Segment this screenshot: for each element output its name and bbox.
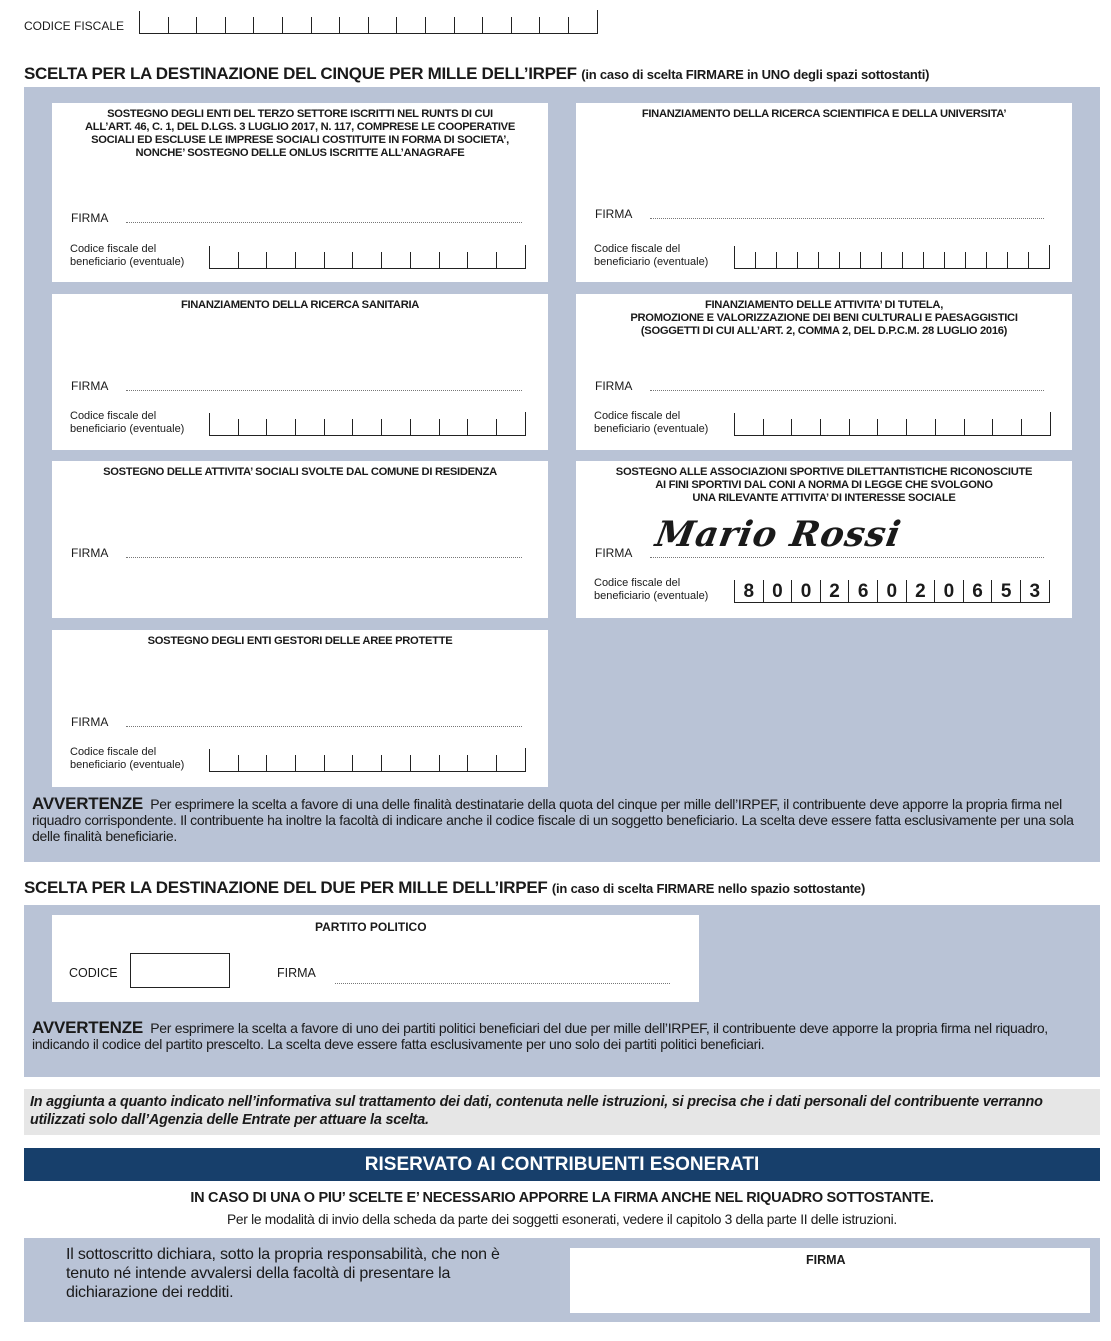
box-title-line: FINANZIAMENTO DELLA RICERCA SCIENTIFICA E DELLA UNIVERSITA’ [641, 108, 1007, 120]
cf-cell[interactable] [497, 412, 526, 435]
cf-cell[interactable] [169, 17, 198, 33]
cf-beneficiario-input[interactable] [734, 246, 1050, 269]
due-title-text: SCELTA PER LA DESTINAZIONE DEL DUE PER MILLE DELL’IRPEF [24, 878, 548, 897]
privacy-note: In aggiunta a quanto indicato nell’informativa sul trattamento dei dati, contenuta nelle istruzioni, si precisa che i dati personali del contribuente verranno utilizzati solo dall’Agenzia delle Entrate per attuare la scelta. [30, 1094, 1043, 1128]
box-title [52, 466, 548, 479]
box-title-line: FINANZIAMENTO DELLE ATTIVITA’ DI TUTELA, [704, 299, 944, 311]
firma-label: FIRMA [595, 546, 633, 560]
firma-line[interactable] [650, 557, 1044, 558]
cf-cell[interactable] [267, 252, 296, 268]
cf-beneficiario-input[interactable] [209, 246, 526, 269]
cf-cell[interactable] [569, 10, 598, 33]
cf-cell[interactable] [455, 17, 484, 33]
box-title [576, 299, 1072, 338]
cf-cell[interactable] [267, 755, 296, 771]
firma-line[interactable] [126, 222, 522, 223]
cf-cell[interactable] [777, 252, 798, 268]
cf-cell[interactable] [382, 252, 411, 268]
cf-cell[interactable] [540, 17, 569, 33]
cf-digit[interactable]: 0 [878, 580, 907, 603]
cf-cell[interactable] [735, 419, 764, 435]
firma-label: FIRMA [71, 546, 109, 560]
cf-cell[interactable] [483, 17, 512, 33]
cf-cell[interactable] [987, 252, 1008, 268]
cf-cell[interactable] [353, 252, 382, 268]
cf-digit[interactable]: 3 [1021, 580, 1050, 603]
cf-cell[interactable] [239, 419, 268, 435]
cf-beneficiario-label: Codice fiscale del beneficiario (eventuale) [594, 243, 709, 268]
cf-cell[interactable] [936, 419, 965, 435]
cf-cell[interactable] [468, 419, 497, 435]
esonerati-line1: IN CASO DI UNA O PIU’ SCELTE E’ NECESSARIO APPORRE LA FIRMA ANCHE NEL RIQUADRO SOTTOSTANTE. [190, 1190, 934, 1206]
box-title-line: ALL’ART. 46, C. 1, DEL D.LGS. 3 LUGLIO 2017, N. 117, COMPRESE LE COOPERATIVE [85, 121, 515, 133]
cf-cell[interactable] [468, 755, 497, 771]
cf-cell[interactable] [426, 17, 455, 33]
cinque-per-mille-title [24, 64, 929, 84]
cf-cell[interactable] [798, 252, 819, 268]
box-title-line: (SOGGETTI DI CUI ALL’ART. 2, COMMA 2, DEL D.P.C.M. 28 LUGLIO 2016) [640, 325, 1008, 337]
cinque-title-text: SCELTA PER LA DESTINAZIONE DEL CINQUE PER MILLE DELL’IRPEF [24, 64, 577, 83]
box-attivita-sociali[interactable] [52, 461, 548, 618]
cf-cell[interactable] [907, 419, 936, 435]
codice-partito-input[interactable] [130, 953, 230, 988]
cf-cell[interactable] [1022, 412, 1051, 435]
due-per-mille-title [24, 878, 865, 898]
cf-beneficiario-label: Codice fiscale del beneficiario (eventuale) [70, 243, 185, 268]
cf-beneficiario-label: Codice fiscale del beneficiario (eventuale) [70, 746, 185, 771]
cf-cell[interactable] [965, 419, 994, 435]
cf-cell[interactable] [850, 419, 879, 435]
cf-cell[interactable] [966, 252, 987, 268]
cf-cell[interactable] [993, 419, 1022, 435]
esonerati-banner [24, 1148, 1100, 1181]
codice-fiscale-label: CODICE FISCALE [24, 19, 125, 33]
avvertenze-label: AVVERTENZE [32, 794, 144, 813]
cf-cell[interactable] [840, 252, 861, 268]
cf-digit[interactable]: 2 [821, 580, 850, 603]
avvertenze-cinque [32, 796, 1096, 844]
cf-beneficiario-input[interactable] [734, 413, 1051, 436]
cf-cell[interactable] [353, 755, 382, 771]
cf-cell[interactable] [239, 252, 268, 268]
cf-digit[interactable]: 8 [735, 580, 764, 603]
cf-cell[interactable] [239, 755, 268, 771]
cf-cell[interactable] [210, 252, 239, 268]
cf-cell[interactable] [210, 419, 239, 435]
firma-label: FIRMA [71, 715, 109, 729]
firma-line[interactable] [650, 390, 1044, 391]
cf-cell[interactable] [411, 252, 440, 268]
cf-cell[interactable] [382, 755, 411, 771]
cf-cell[interactable] [340, 17, 369, 33]
cf-beneficiario-input-filled[interactable] [734, 580, 1050, 603]
firma-line[interactable] [126, 726, 522, 727]
cf-cell[interactable] [325, 252, 354, 268]
box-title [52, 108, 548, 160]
signature-handwritten: Mario Rossi [652, 514, 905, 555]
codice-label: CODICE [69, 966, 118, 980]
cf-cell[interactable] [792, 419, 821, 435]
cf-beneficiario-label: Codice fiscale del beneficiario (eventuale) [70, 410, 185, 435]
cf-digit[interactable]: 6 [964, 580, 993, 603]
firma-label: FIRMA [71, 379, 109, 393]
box-title-line: SOSTEGNO DEGLI ENTI DEL TERZO SETTORE ISCRITTI NEL RUNTS DI CUI [107, 108, 493, 120]
firma-line[interactable] [335, 983, 670, 984]
cf-cell[interactable] [735, 252, 756, 268]
cf-cell[interactable] [283, 17, 312, 33]
cf-digit[interactable]: 5 [992, 580, 1021, 603]
cf-cell[interactable] [764, 419, 793, 435]
avvertenze-text: Per esprimere la scelta a favore di una delle finalità destinatarie della quota del cinque per mille dell’IRPEF, il contribuente deve apporre la propria firma nel riquadro corrispondente. Il contribuente ha inoltre la facoltà di indicare anche il codice fiscale di un soggetto beneficiario. La scelta deve essere fatta esclusivamente per una sola delle finalità beneficiarie. [32, 796, 1074, 844]
cf-cell[interactable] [267, 419, 296, 435]
cf-cell[interactable] [210, 755, 239, 771]
cf-cell[interactable] [197, 17, 226, 33]
firma-line[interactable] [126, 390, 522, 391]
firma-label: FIRMA [277, 966, 316, 980]
cf-cell[interactable] [353, 419, 382, 435]
firma-label: FIRMA [595, 207, 633, 221]
cf-cell[interactable] [312, 17, 341, 33]
cf-cell[interactable] [226, 17, 255, 33]
cf-cell[interactable] [878, 419, 907, 435]
partito-title: PARTITO POLITICO [315, 920, 427, 934]
box-title [576, 466, 1072, 505]
cinque-title-note: (in caso di scelta FIRMARE in UNO degli spazi sottostanti) [581, 67, 930, 82]
cf-beneficiario-label: Codice fiscale del beneficiario (eventuale) [594, 410, 709, 435]
esonerati-line2: Per le modalità di invio della scheda da parte dei soggetti esonerati, vedere il capitolo 3 della parte II delle istruzioni. [227, 1212, 897, 1227]
box-title [52, 299, 548, 312]
cf-cell[interactable] [296, 419, 325, 435]
cf-cell[interactable] [369, 17, 398, 33]
cf-digit[interactable]: 0 [935, 580, 964, 603]
cf-beneficiario-input[interactable] [209, 749, 526, 772]
box-title [576, 108, 1072, 121]
cf-cell[interactable] [296, 755, 325, 771]
box-title-line: SOSTEGNO DEGLI ENTI GESTORI DELLE AREE PROTETTE [147, 635, 453, 647]
esonerati-banner-text: RISERVATO AI CONTRIBUENTI ESONERATI [364, 1154, 760, 1175]
firma-label: FIRMA [595, 379, 633, 393]
cf-cell[interactable] [411, 419, 440, 435]
cf-cell[interactable] [861, 252, 882, 268]
cf-cell[interactable] [882, 252, 903, 268]
box-title-line: NONCHE’ SOSTEGNO DELLE ONLUS ISCRITTE ALL’ANAGRAFE [135, 147, 465, 159]
cf-cell[interactable] [325, 755, 354, 771]
firma-line[interactable] [126, 557, 522, 558]
firma-label: FIRMA [71, 211, 109, 225]
box-title-line: PROMOZIONE E VALORIZZAZIONE DEI BENI CULTURALI E PAESAGGISTICI [630, 312, 1018, 324]
cf-cell[interactable] [440, 252, 469, 268]
cf-cell[interactable] [497, 748, 526, 771]
cf-cell[interactable] [468, 252, 497, 268]
box-title-line: SOSTEGNO ALLE ASSOCIAZIONI SPORTIVE DILETTANTISTICHE RICONOSCIUTE [615, 466, 1033, 478]
cf-cell[interactable] [325, 419, 354, 435]
cf-digit[interactable]: 2 [907, 580, 936, 603]
cf-cell[interactable] [397, 17, 426, 33]
avvertenze-label: AVVERTENZE [32, 1018, 144, 1037]
cf-cell[interactable] [440, 755, 469, 771]
cf-cell[interactable] [512, 17, 541, 33]
box-title-line: SOCIALI ED ESCLUSE LE IMPRESE SOCIALI COSTITUITE IN FORMA DI SOCIETA’, [91, 134, 509, 146]
box-title [52, 635, 548, 648]
cf-cell[interactable] [1008, 252, 1029, 268]
firma-line[interactable] [650, 218, 1044, 219]
cf-cell[interactable] [1029, 245, 1050, 268]
cf-cell[interactable] [903, 252, 924, 268]
cf-cell[interactable] [411, 755, 440, 771]
cf-cell[interactable] [821, 419, 850, 435]
box-title-line: AI FINI SPORTIVI DAL CONI A NORMA DI LEGGE CHE SVOLGONO [655, 479, 993, 491]
cf-digit[interactable]: 0 [764, 580, 793, 603]
cf-cell[interactable] [440, 419, 469, 435]
due-title-note: (in caso di scelta FIRMARE nello spazio sottostante) [551, 881, 866, 896]
esonerati-firma-label: FIRMA [806, 1253, 846, 1267]
cf-cell[interactable] [945, 252, 966, 268]
cf-cell[interactable] [140, 17, 169, 33]
cf-cell[interactable] [497, 245, 526, 268]
avvertenze-due [32, 1020, 1096, 1052]
cf-beneficiario-input[interactable] [209, 413, 526, 436]
cf-cell[interactable] [296, 252, 325, 268]
cf-cell[interactable] [254, 17, 283, 33]
cf-digit[interactable]: 0 [792, 580, 821, 603]
cf-digit[interactable]: 6 [849, 580, 878, 603]
box-title-line: FINANZIAMENTO DELLA RICERCA SANITARIA [180, 299, 420, 311]
codice-fiscale-input[interactable] [139, 11, 598, 34]
esonerati-declaration: Il sottoscritto dichiara, sotto la propria responsabilità, che non è tenuto né intende avvalersi della facoltà di presentare la dichiarazione dei redditi. [66, 1246, 500, 1301]
box-title-line: SOSTEGNO DELLE ATTIVITA’ SOCIALI SVOLTE DAL COMUNE DI RESIDENZA [103, 466, 497, 478]
cf-cell[interactable] [382, 419, 411, 435]
cf-beneficiario-label: Codice fiscale del beneficiario (eventuale) [594, 577, 709, 602]
cf-cell[interactable] [756, 252, 777, 268]
cf-cell[interactable] [819, 252, 840, 268]
box-title-line: UNA RILEVANTE ATTIVITA’ DI INTERESSE SOCIALE [692, 492, 956, 504]
avvertenze-text: Per esprimere la scelta a favore di uno dei partiti politici beneficiari del due per mille dell’IRPEF, il contribuente deve apporre la propria firma nel riquadro, indicando il codice del partito prescelto. La scelta deve essere fatta esclusivamente per uno solo dei partiti politici beneficiari. [32, 1020, 1048, 1052]
cf-cell[interactable] [924, 252, 945, 268]
